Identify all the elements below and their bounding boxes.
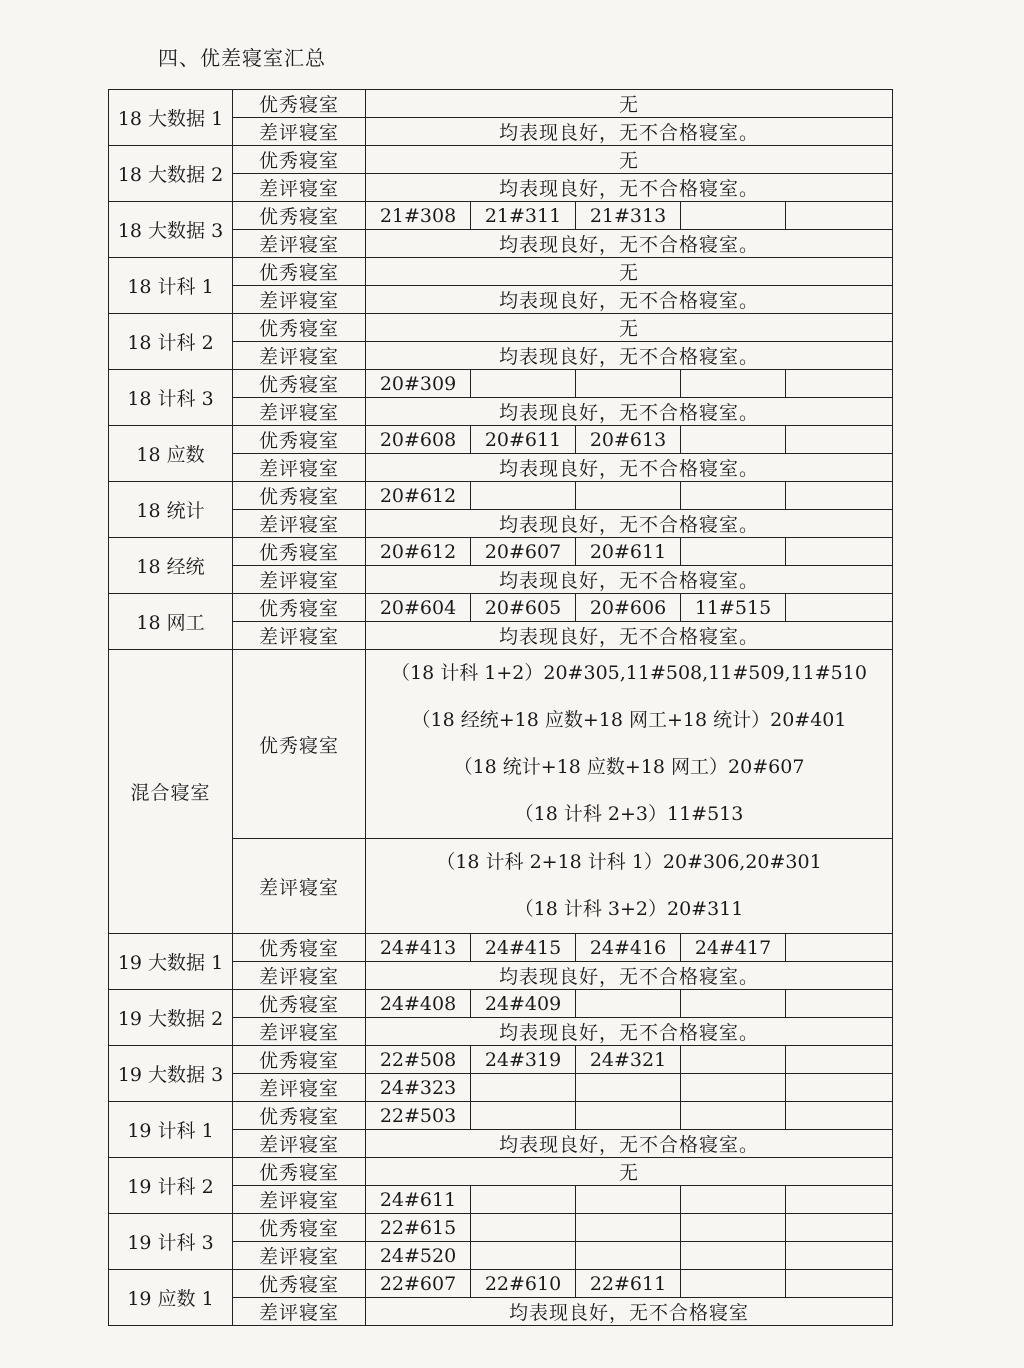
dorm-room-cell — [681, 426, 786, 454]
dorm-room-cell — [471, 1074, 576, 1102]
dorm-room-cell: 24#416 — [576, 934, 681, 962]
dorm-room-cell — [786, 370, 893, 398]
poor-dorm-label: 差评寝室 — [233, 839, 366, 934]
dorm-room-cell: 21#313 — [576, 202, 681, 230]
class-name-cell: 19 大数据 2 — [109, 990, 233, 1046]
section-title: 四、优差寝室汇总 — [158, 46, 326, 70]
dorm-room-cell — [786, 426, 893, 454]
dorm-room-cell — [786, 1102, 893, 1130]
excellent-summary-cell: 无 — [366, 1158, 893, 1186]
excellent-dorm-label: 优秀寝室 — [233, 146, 366, 174]
poor-summary-cell: 均表现良好，无不合格寝室。 — [366, 622, 893, 650]
class-name-cell: 18 计科 3 — [109, 370, 233, 426]
dorm-room-cell: 20#611 — [576, 538, 681, 566]
dorm-room-cell: 20#612 — [366, 482, 471, 510]
poor-summary-cell: 均表现良好，无不合格寝室。 — [366, 342, 893, 370]
dorm-room-cell — [786, 202, 893, 230]
dorm-room-cell — [786, 1046, 893, 1074]
dorm-room-cell: 20#613 — [576, 426, 681, 454]
dorm-room-cell — [471, 1186, 576, 1214]
table-row — [109, 650, 893, 839]
poor-dorm-label: 差评寝室 — [233, 286, 366, 314]
table-body-bottom — [109, 934, 893, 1326]
poor-dorm-label: 差评寝室 — [233, 1074, 366, 1102]
table-row — [109, 426, 893, 454]
table-body-top — [109, 90, 893, 650]
dorm-room-cell: 22#611 — [576, 1270, 681, 1298]
poor-summary-cell: 均表现良好，无不合格寝室。 — [366, 398, 893, 426]
class-name-cell: 19 计科 2 — [109, 1158, 233, 1214]
poor-summary-cell: 均表现良好，无不合格寝室。 — [366, 174, 893, 202]
dorm-room-cell: 20#611 — [471, 426, 576, 454]
excellent-dorm-label: 优秀寝室 — [233, 538, 366, 566]
table-row — [109, 370, 893, 398]
dorm-room-cell: 21#308 — [366, 202, 471, 230]
dorm-room-cell — [786, 1214, 893, 1242]
class-name-cell: 19 大数据 3 — [109, 1046, 233, 1102]
poor-dorm-label: 差评寝室 — [233, 342, 366, 370]
dorm-room-cell — [681, 202, 786, 230]
dorm-room-cell: 22#607 — [366, 1270, 471, 1298]
table-row — [109, 594, 893, 622]
excellent-dorm-label: 优秀寝室 — [233, 1102, 366, 1130]
dorm-room-cell — [576, 370, 681, 398]
excellent-dorm-label: 优秀寝室 — [233, 650, 366, 839]
dorm-room-cell — [576, 1074, 681, 1102]
class-name-cell: 18 应数 — [109, 426, 233, 482]
dorm-room-cell: 20#605 — [471, 594, 576, 622]
dorm-room-cell — [576, 1186, 681, 1214]
excellent-summary-cell: 无 — [366, 314, 893, 342]
dorm-room-cell: 24#611 — [366, 1186, 471, 1214]
poor-summary-cell: 均表现良好，无不合格寝室。 — [366, 230, 893, 258]
dorm-room-cell: 24#409 — [471, 990, 576, 1018]
poor-dorm-label: 差评寝室 — [233, 622, 366, 650]
poor-dorm-label: 差评寝室 — [233, 118, 366, 146]
dorm-room-cell — [786, 934, 893, 962]
excellent-dorm-label: 优秀寝室 — [233, 202, 366, 230]
poor-dorm-label: 差评寝室 — [233, 230, 366, 258]
mixed-excellent-line: （18 计科 2+3）11#513 — [514, 803, 744, 825]
poor-summary-cell: 均表现良好，无不合格寝室。 — [366, 510, 893, 538]
dorm-room-cell: 24#417 — [681, 934, 786, 962]
poor-dorm-label: 差评寝室 — [233, 1130, 366, 1158]
class-name-cell: 18 大数据 1 — [109, 90, 233, 146]
table-row — [109, 934, 893, 962]
dorm-room-cell: 22#503 — [366, 1102, 471, 1130]
excellent-dorm-label: 优秀寝室 — [233, 1046, 366, 1074]
dorm-room-cell — [786, 482, 893, 510]
excellent-dorm-label: 优秀寝室 — [233, 990, 366, 1018]
table-row — [109, 538, 893, 566]
poor-summary-cell: 均表现良好，无不合格寝室。 — [366, 454, 893, 482]
dorm-room-cell — [576, 482, 681, 510]
dorm-room-cell — [681, 990, 786, 1018]
table-row — [109, 202, 893, 230]
dorm-room-cell — [786, 1270, 893, 1298]
poor-summary-cell: 均表现良好，无不合格寝室。 — [366, 118, 893, 146]
poor-summary-cell: 均表现良好，无不合格寝室 — [366, 1298, 893, 1326]
class-name-cell: 18 大数据 2 — [109, 146, 233, 202]
poor-summary-cell: 均表现良好，无不合格寝室。 — [366, 962, 893, 990]
mixed-dorm-section — [109, 650, 893, 934]
poor-dorm-label: 差评寝室 — [233, 1298, 366, 1326]
dorm-room-cell — [786, 1074, 893, 1102]
dorm-room-cell: 24#520 — [366, 1242, 471, 1270]
excellent-dorm-label: 优秀寝室 — [233, 314, 366, 342]
dorm-room-cell: 20#608 — [366, 426, 471, 454]
dorm-room-cell — [681, 1046, 786, 1074]
dorm-room-cell — [471, 1214, 576, 1242]
dorm-room-cell — [471, 1242, 576, 1270]
excellent-dorm-label: 优秀寝室 — [233, 90, 366, 118]
mixed-poor-list — [366, 839, 893, 934]
dorm-room-cell — [681, 1270, 786, 1298]
excellent-dorm-label: 优秀寝室 — [233, 258, 366, 286]
dorm-room-cell — [471, 370, 576, 398]
dorm-room-cell: 24#319 — [471, 1046, 576, 1074]
excellent-dorm-label: 优秀寝室 — [233, 1270, 366, 1298]
dorm-room-cell: 21#311 — [471, 202, 576, 230]
dorm-room-cell — [471, 482, 576, 510]
class-name-cell: 19 计科 1 — [109, 1102, 233, 1158]
dorm-room-cell: 20#606 — [576, 594, 681, 622]
excellent-dorm-label: 优秀寝室 — [233, 370, 366, 398]
poor-dorm-label: 差评寝室 — [233, 566, 366, 594]
dorm-room-cell: 20#309 — [366, 370, 471, 398]
table-row — [109, 1046, 893, 1074]
dorm-room-cell: 22#508 — [366, 1046, 471, 1074]
mixed-poor-line: （18 计科 3+2）20#311 — [514, 898, 744, 920]
dorm-room-cell: 22#610 — [471, 1270, 576, 1298]
mixed-excellent-line: （18 经统+18 应数+18 网工+18 统计）20#401 — [411, 709, 847, 731]
dorm-room-cell — [681, 1074, 786, 1102]
poor-dorm-label: 差评寝室 — [233, 1242, 366, 1270]
poor-dorm-label: 差评寝室 — [233, 962, 366, 990]
poor-summary-cell: 均表现良好，无不合格寝室。 — [366, 1130, 893, 1158]
class-name-cell: 18 统计 — [109, 482, 233, 538]
dorm-room-cell — [786, 594, 893, 622]
excellent-dorm-label: 优秀寝室 — [233, 1158, 366, 1186]
table-row — [109, 482, 893, 510]
dorm-room-cell — [681, 370, 786, 398]
dorm-room-cell: 24#415 — [471, 934, 576, 962]
dorm-room-cell — [681, 1102, 786, 1130]
class-name-cell: 18 计科 1 — [109, 258, 233, 314]
dorm-room-cell — [786, 1242, 893, 1270]
table-row — [109, 314, 893, 342]
excellent-dorm-label: 优秀寝室 — [233, 1214, 366, 1242]
table-row — [109, 1158, 893, 1186]
table-row — [109, 990, 893, 1018]
dorm-room-cell — [576, 990, 681, 1018]
excellent-dorm-label: 优秀寝室 — [233, 934, 366, 962]
dorm-room-cell — [471, 1102, 576, 1130]
table-row — [109, 1270, 893, 1298]
dorm-room-cell: 11#515 — [681, 594, 786, 622]
dorm-room-cell — [681, 1214, 786, 1242]
class-name-cell: 混合寝室 — [109, 650, 233, 934]
dorm-room-cell: 24#408 — [366, 990, 471, 1018]
poor-dorm-label: 差评寝室 — [233, 398, 366, 426]
dorm-room-cell — [681, 1242, 786, 1270]
dorm-room-cell — [681, 538, 786, 566]
dorm-room-cell: 20#604 — [366, 594, 471, 622]
dorm-room-cell: 22#615 — [366, 1214, 471, 1242]
class-name-cell: 19 大数据 1 — [109, 934, 233, 990]
dorm-summary-table — [108, 89, 893, 1326]
excellent-dorm-label: 优秀寝室 — [233, 594, 366, 622]
table-row — [109, 1214, 893, 1242]
excellent-dorm-label: 优秀寝室 — [233, 426, 366, 454]
dorm-room-cell — [786, 1186, 893, 1214]
dorm-room-cell — [576, 1214, 681, 1242]
poor-summary-cell: 均表现良好，无不合格寝室。 — [366, 1018, 893, 1046]
class-name-cell: 18 大数据 3 — [109, 202, 233, 258]
class-name-cell: 18 计科 2 — [109, 314, 233, 370]
mixed-excellent-line: （18 计科 1+2）20#305,11#508,11#509,11#510 — [391, 662, 867, 684]
dorm-room-cell — [681, 482, 786, 510]
table-row — [109, 1102, 893, 1130]
excellent-summary-cell: 无 — [366, 90, 893, 118]
dorm-room-cell — [576, 1102, 681, 1130]
table-row — [109, 258, 893, 286]
dorm-room-cell — [786, 990, 893, 1018]
poor-summary-cell: 均表现良好，无不合格寝室。 — [366, 566, 893, 594]
mixed-excellent-line: （18 统计+18 应数+18 网工）20#607 — [453, 756, 805, 778]
excellent-summary-cell: 无 — [366, 146, 893, 174]
dorm-room-cell: 24#413 — [366, 934, 471, 962]
table-row — [109, 146, 893, 174]
class-name-cell: 19 计科 3 — [109, 1214, 233, 1270]
poor-dorm-label: 差评寝室 — [233, 174, 366, 202]
table-row — [109, 90, 893, 118]
poor-summary-cell: 均表现良好，无不合格寝室。 — [366, 286, 893, 314]
dorm-room-cell: 20#607 — [471, 538, 576, 566]
class-name-cell: 18 经统 — [109, 538, 233, 594]
mixed-poor-line: （18 计科 2+18 计科 1）20#306,20#301 — [436, 851, 822, 873]
dorm-room-cell — [576, 1242, 681, 1270]
mixed-excellent-list — [366, 650, 893, 839]
dorm-room-cell — [786, 538, 893, 566]
poor-dorm-label: 差评寝室 — [233, 1186, 366, 1214]
excellent-dorm-label: 优秀寝室 — [233, 482, 366, 510]
poor-dorm-label: 差评寝室 — [233, 510, 366, 538]
poor-dorm-label: 差评寝室 — [233, 454, 366, 482]
dorm-room-cell — [681, 1186, 786, 1214]
class-name-cell: 19 应数 1 — [109, 1270, 233, 1326]
class-name-cell: 18 网工 — [109, 594, 233, 650]
dorm-room-cell: 24#323 — [366, 1074, 471, 1102]
dorm-room-cell: 24#321 — [576, 1046, 681, 1074]
poor-dorm-label: 差评寝室 — [233, 1018, 366, 1046]
excellent-summary-cell: 无 — [366, 258, 893, 286]
dorm-room-cell: 20#612 — [366, 538, 471, 566]
